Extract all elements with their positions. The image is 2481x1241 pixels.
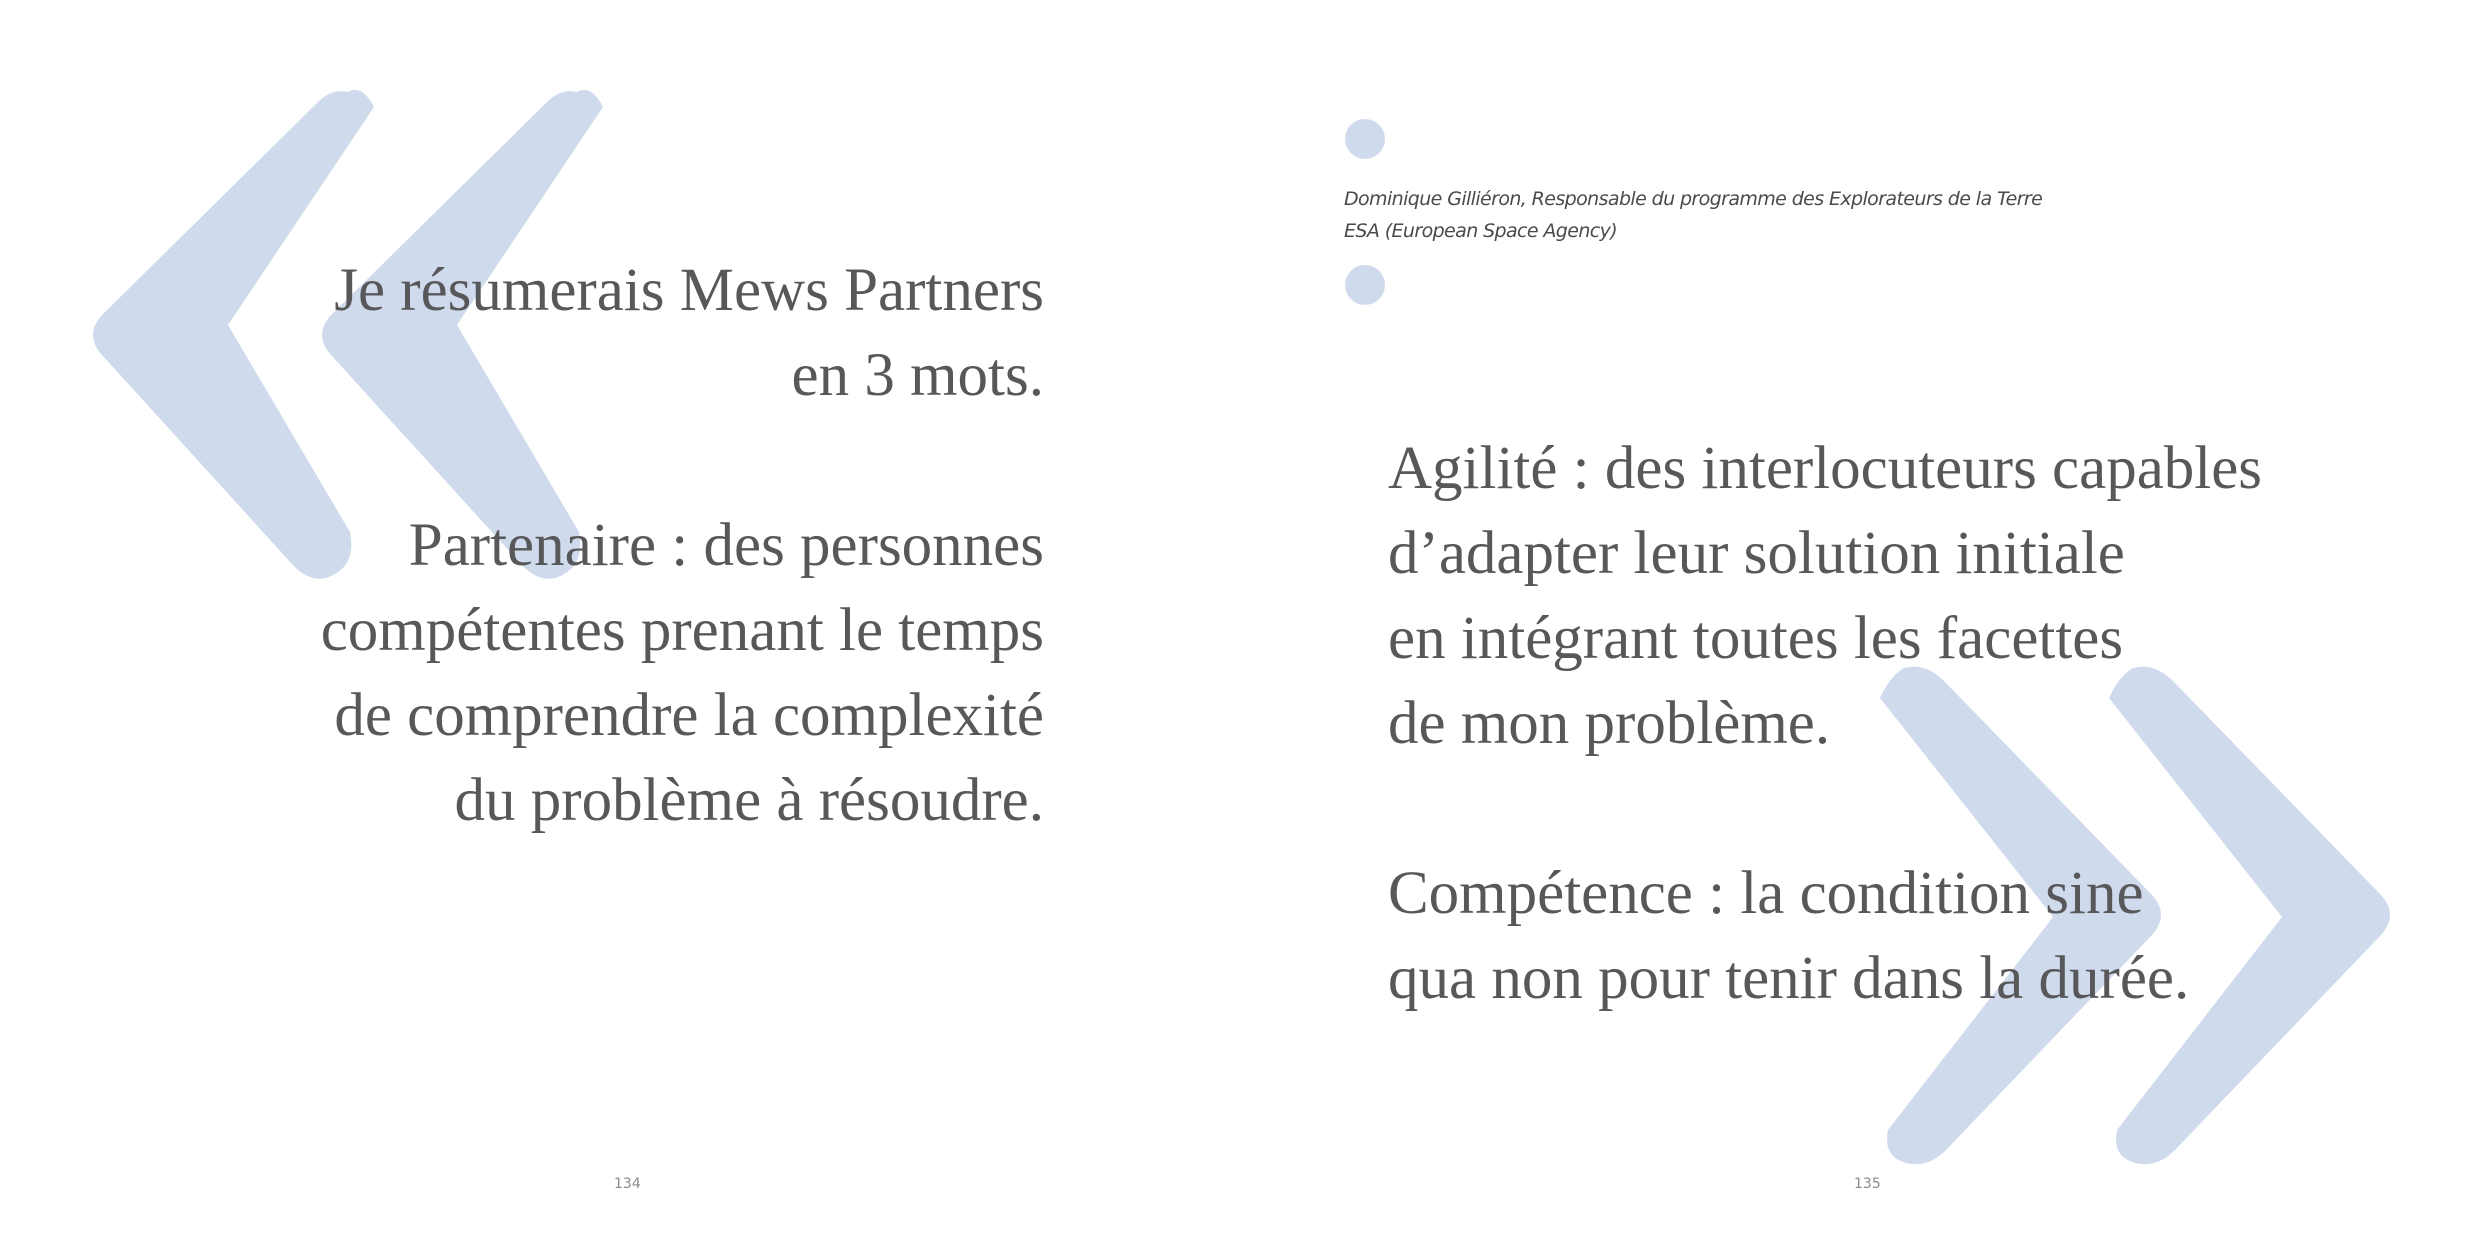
- quote-paragraph: [44, 248, 1044, 418]
- quote-line: d’adapter leur solution initiale: [1388, 520, 2125, 587]
- quote-line: de mon problème.: [1388, 690, 1831, 757]
- page-number: 135: [1854, 1176, 1881, 1192]
- quote-line: en 3 mots.: [791, 342, 1044, 409]
- quote-line: qua non pour tenir dans la durée.: [1388, 945, 2190, 1012]
- quote-attribution: [1344, 183, 2042, 247]
- quote-paragraph: [1388, 426, 2448, 766]
- quote-line: compétentes prenant le temps: [320, 597, 1044, 664]
- attribution-organization: ESA (European Space Agency): [1344, 220, 1618, 242]
- quote-line: Partenaire : des personnes: [408, 512, 1044, 579]
- quote-line: du problème à résoudre.: [454, 767, 1044, 834]
- page-number: 134: [614, 1176, 641, 1192]
- quote-paragraph: [44, 503, 1044, 843]
- left-quote: [44, 248, 1044, 843]
- quote-line: Compétence : la condition sine: [1388, 860, 2144, 927]
- quote-line: Je résumerais Mews Partners: [334, 257, 1044, 324]
- quote-line: Agilité : des interlocuteurs capables: [1388, 435, 2263, 502]
- right-page: [1240, 0, 2481, 1241]
- quote-paragraph: [1388, 851, 2448, 1021]
- attribution-author: Dominique Gilliéron, Responsable du programme des Explorateurs de la Terre: [1344, 188, 2043, 210]
- left-page: [0, 0, 1240, 1241]
- right-quote: [1388, 426, 2448, 1021]
- quote-line: en intégrant toutes les facettes: [1388, 605, 2124, 672]
- quote-line: de comprendre la complexité: [334, 682, 1044, 749]
